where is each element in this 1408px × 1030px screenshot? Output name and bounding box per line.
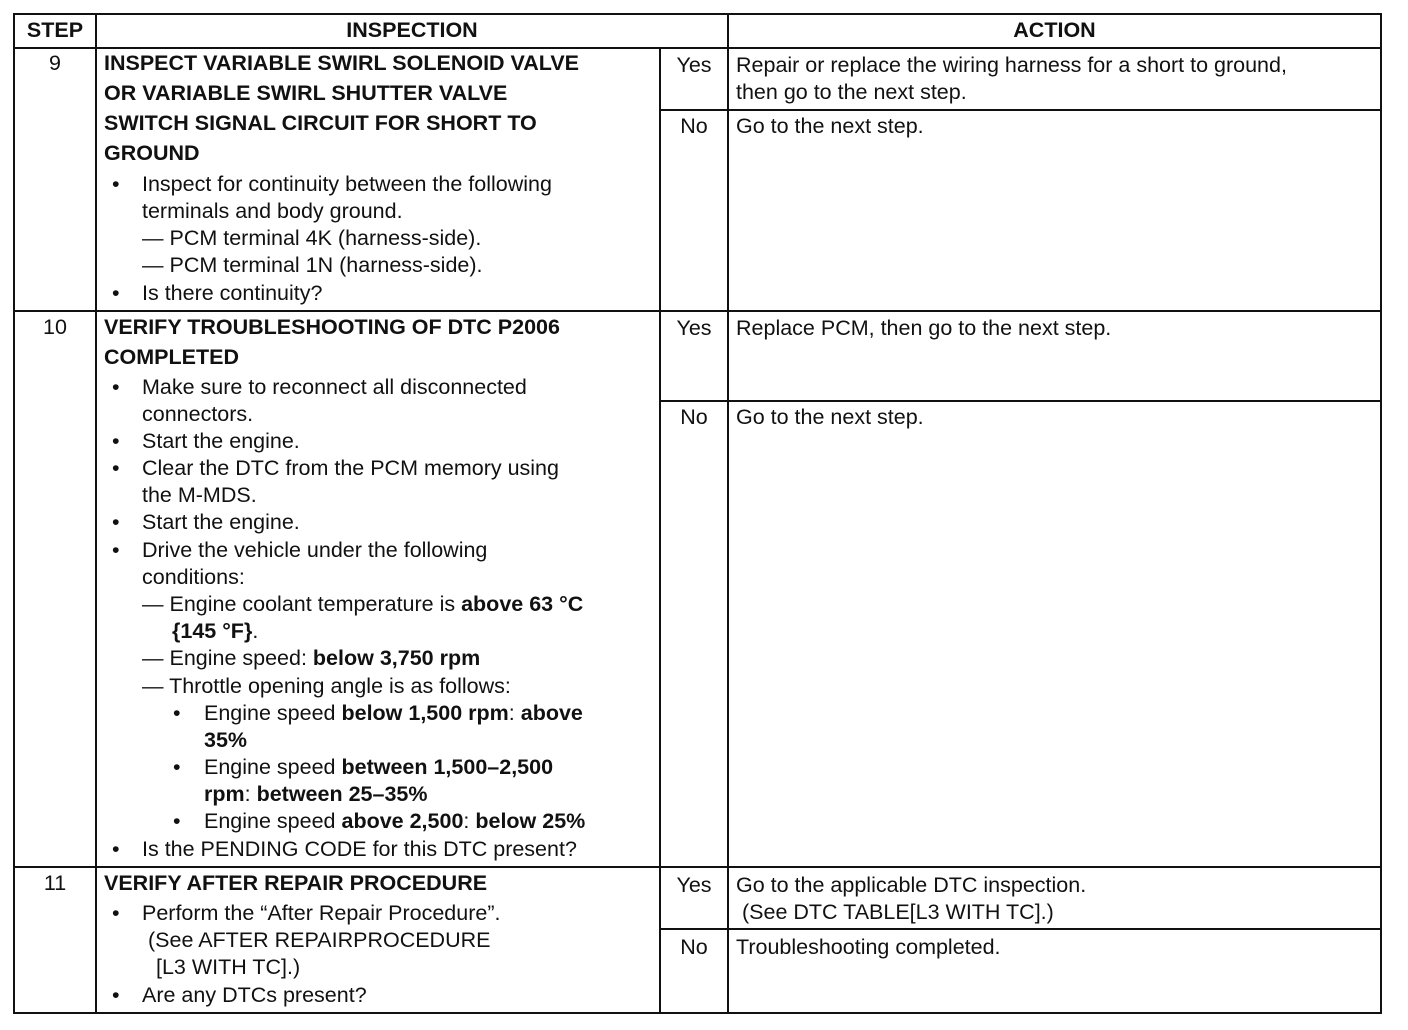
rule-row10-bottom xyxy=(13,866,1382,868)
yes-action-line: Replace PCM, then go to the next step. xyxy=(736,316,1112,340)
header-inspection: INSPECTION xyxy=(346,18,478,42)
header-step: STEP xyxy=(26,18,84,42)
inspection-line: connectors. xyxy=(142,402,254,426)
yes-action-line: (See DTC TABLE[L3 WITH TC].) xyxy=(742,900,1054,924)
no-label: No xyxy=(680,114,708,138)
inspection-line: the M-MDS. xyxy=(142,483,257,507)
inspection-line: [L3 WITH TC].) xyxy=(156,955,301,979)
bullet: • xyxy=(112,172,120,196)
step-title-line: VERIFY TROUBLESHOOTING OF DTC P2006 xyxy=(104,315,560,339)
inspection-line: conditions: xyxy=(142,565,245,589)
rule-right xyxy=(1380,13,1382,1014)
bullet: • xyxy=(112,837,120,861)
bullet: • xyxy=(112,510,120,534)
no-label: No xyxy=(680,935,708,959)
inspection-line: Make sure to reconnect all disconnected xyxy=(142,375,527,399)
header-action: ACTION xyxy=(1013,18,1096,42)
bullet: • xyxy=(112,281,120,305)
no-label: No xyxy=(680,405,708,429)
bullet: • xyxy=(112,429,120,453)
step-title-line: GROUND xyxy=(104,141,200,165)
inspection-line: — PCM terminal 4K (harness-side). xyxy=(142,226,482,250)
rule-row9-bottom xyxy=(13,310,1382,312)
inspection-question: Are any DTCs present? xyxy=(142,983,367,1007)
step-number: 11 xyxy=(43,871,67,895)
step-number: 10 xyxy=(43,315,67,339)
inspection-line: Start the engine. xyxy=(142,429,300,453)
rule-action-col xyxy=(727,13,729,1014)
condition-line: — Engine speed: below 3,750 rpm xyxy=(142,646,481,670)
sub-bullet: • xyxy=(173,755,181,779)
step-title-line: SWITCH SIGNAL CIRCUIT FOR SHORT TO xyxy=(104,111,537,135)
step-title-line: INSPECT VARIABLE SWIRL SOLENOID VALVE xyxy=(104,51,580,75)
yes-label: Yes xyxy=(676,316,712,340)
inspection-question: Is there continuity? xyxy=(142,281,323,305)
sub-condition-line: rpm: between 25–35% xyxy=(204,782,428,806)
condition-line: {145 °F}. xyxy=(172,619,259,643)
yes-action-line: then go to the next step. xyxy=(736,80,967,104)
condition-line: — Throttle opening angle is as follows: xyxy=(142,674,511,698)
rule-yesno-col xyxy=(659,47,661,1014)
rule-bottom xyxy=(13,1012,1382,1014)
bullet: • xyxy=(112,375,120,399)
inspection-line: Perform the “After Repair Procedure”. xyxy=(142,901,501,925)
sub-condition-line: Engine speed between 1,500–2,500 xyxy=(204,755,554,779)
rule-left xyxy=(13,13,15,1014)
step-title-line: VERIFY AFTER REPAIR PROCEDURE xyxy=(104,871,488,895)
yes-action-line: Repair or replace the wiring harness for a short to ground, xyxy=(736,53,1287,77)
inspection-line: Clear the DTC from the PCM memory using xyxy=(142,456,559,480)
sub-condition-line: Engine speed above 2,500: below 25% xyxy=(204,809,586,833)
bullet: • xyxy=(112,901,120,925)
bullet: • xyxy=(112,538,120,562)
rule-row10-yesno xyxy=(659,400,1382,402)
inspection-line: Inspect for continuity between the following xyxy=(142,172,552,196)
condition-line: — Engine coolant temperature is above 63 °C xyxy=(142,592,584,616)
no-action-line: Go to the next step. xyxy=(736,114,924,138)
no-action-line: Go to the next step. xyxy=(736,405,924,429)
sub-condition-line: Engine speed below 1,500 rpm: above xyxy=(204,701,583,725)
inspection-question: Is the PENDING CODE for this DTC present? xyxy=(142,837,577,861)
rule-top xyxy=(13,13,1382,15)
inspection-line: (See AFTER REPAIRPROCEDURE xyxy=(148,928,491,952)
inspection-line: — PCM terminal 1N (harness-side). xyxy=(142,253,483,277)
rule-row11-yesno xyxy=(659,928,1382,930)
step-number: 9 xyxy=(49,51,61,75)
sub-condition-line: 35% xyxy=(204,728,248,752)
yes-label: Yes xyxy=(676,53,712,77)
bullet: • xyxy=(112,983,120,1007)
yes-label: Yes xyxy=(676,873,712,897)
no-action-line: Troubleshooting completed. xyxy=(736,935,1001,959)
inspection-line: terminals and body ground. xyxy=(142,199,403,223)
bullet: • xyxy=(112,456,120,480)
step-title-line: OR VARIABLE SWIRL SHUTTER VALVE xyxy=(104,81,508,105)
inspection-line: Start the engine. xyxy=(142,510,300,534)
inspection-line: Drive the vehicle under the following xyxy=(142,538,488,562)
rule-row9-yesno xyxy=(659,109,1382,111)
rule-header-bottom xyxy=(13,47,1382,49)
rule-step-col xyxy=(95,13,97,1014)
yes-action-line: Go to the applicable DTC inspection. xyxy=(736,873,1087,897)
sub-bullet: • xyxy=(173,701,181,725)
step-title-line: COMPLETED xyxy=(104,345,239,369)
sub-bullet: • xyxy=(173,809,181,833)
